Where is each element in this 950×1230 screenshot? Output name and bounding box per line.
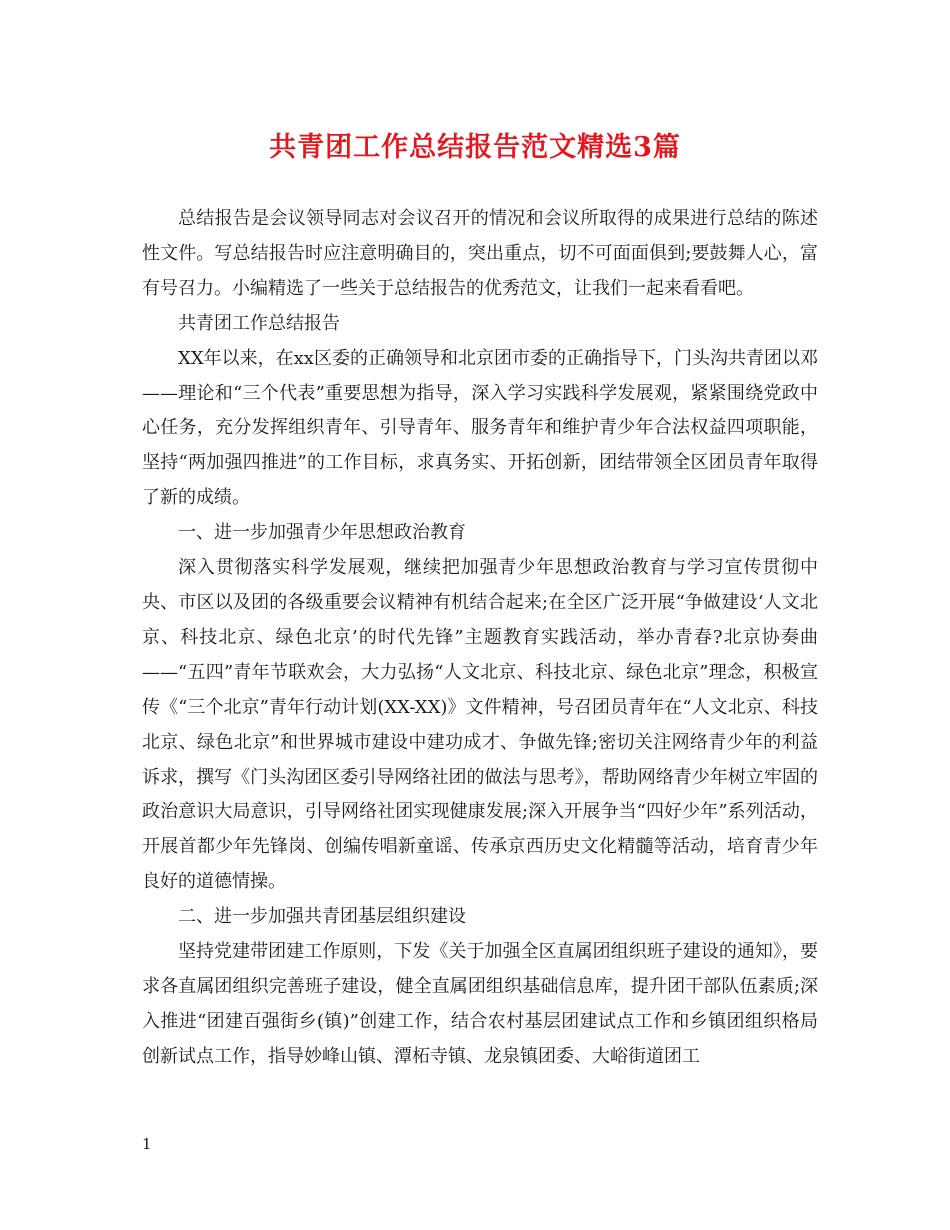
paragraph-organization: 坚持党建带团建工作原则，下发《关于加强全区直属团组织班子建设的通知》，要求各直属团组织完善班子建设，健全直属团组织基础信息库，提升团干部队伍素质;深入推进“团建百强街乡(镇)”创建工作，结合农村基层团建试点工作和乡镇团组织格局创新试点工作，指导妙峰山镇、潭柘寺镇、龙泉镇团委、大峪街道团工 (142, 941, 818, 1067)
paragraph-education: 深入贯彻落实科学发展观，继续把加强青少年思想政治教育与学习宣传贯彻中央、市区以及团的各级重要会议精神有机结合起来;在全区广泛开展“争做建设‘人文北京、科技北京、绿色北京’的时代先锋”主题教育实践活动，举办青春?北京协奏曲——“五四”青年节联欢会，大力弘扬“人文北京、科技北京、绿色北京”理念，积极宣传《“三个北京”青年行动计划(XX-XX)》文件精神，号召团员青年在“人文北京、科技北京、绿色北京”和世界城市建设中建功成才、争做先锋;密切关注网络青少年的利益诉求，撰写《门头沟团区委引导网络社团的做法与思考》，帮助网络青少年树立牢固的政治意识大局意识，引导网络社团实现健康发展;深入开展争当“四好少年”系列活动，开展首都少年先锋岗、创编传唱新童谣、传承京西历史文化精髓等活动，培育青少年良好的道德情操。 (142, 557, 818, 893)
page-number: 1 (142, 1135, 152, 1153)
paragraph-section-heading: 共青团工作总结报告 (178, 312, 340, 334)
paragraph-heading-2: 二、进一步加强共青团基层组织建设 (178, 906, 466, 928)
document-title: 共青团工作总结报告范文精选3篇 (269, 132, 681, 163)
document-body (142, 202, 818, 1075)
paragraph-intro: 总结报告是会议领导同志对会议召开的情况和会议所取得的成果进行总结的陈述性文件。写总结报告时应注意明确目的，突出重点，切不可面面俱到;要鼓舞人心，富有号召力。小编精选了一些关于总结报告的优秀范文，让我们一起来看看吧。 (142, 208, 818, 299)
paragraph-overview: XX年以来，在xx区委的正确领导和北京团市委的正确指导下，门头沟共青团以邓——理论和“三个代表”重要思想为指导，深入学习实践科学发展观，紧紧围绕党政中心任务，充分发挥组织青年、引导青年、服务青年和维护青少年合法权益四项职能，坚持“两加强四推进”的工作目标，求真务实、开拓创新，团结带领全区团员青年取得了新的成绩。 (142, 347, 818, 509)
paragraph-heading-1: 一、进一步加强青少年思想政治教育 (178, 522, 466, 544)
